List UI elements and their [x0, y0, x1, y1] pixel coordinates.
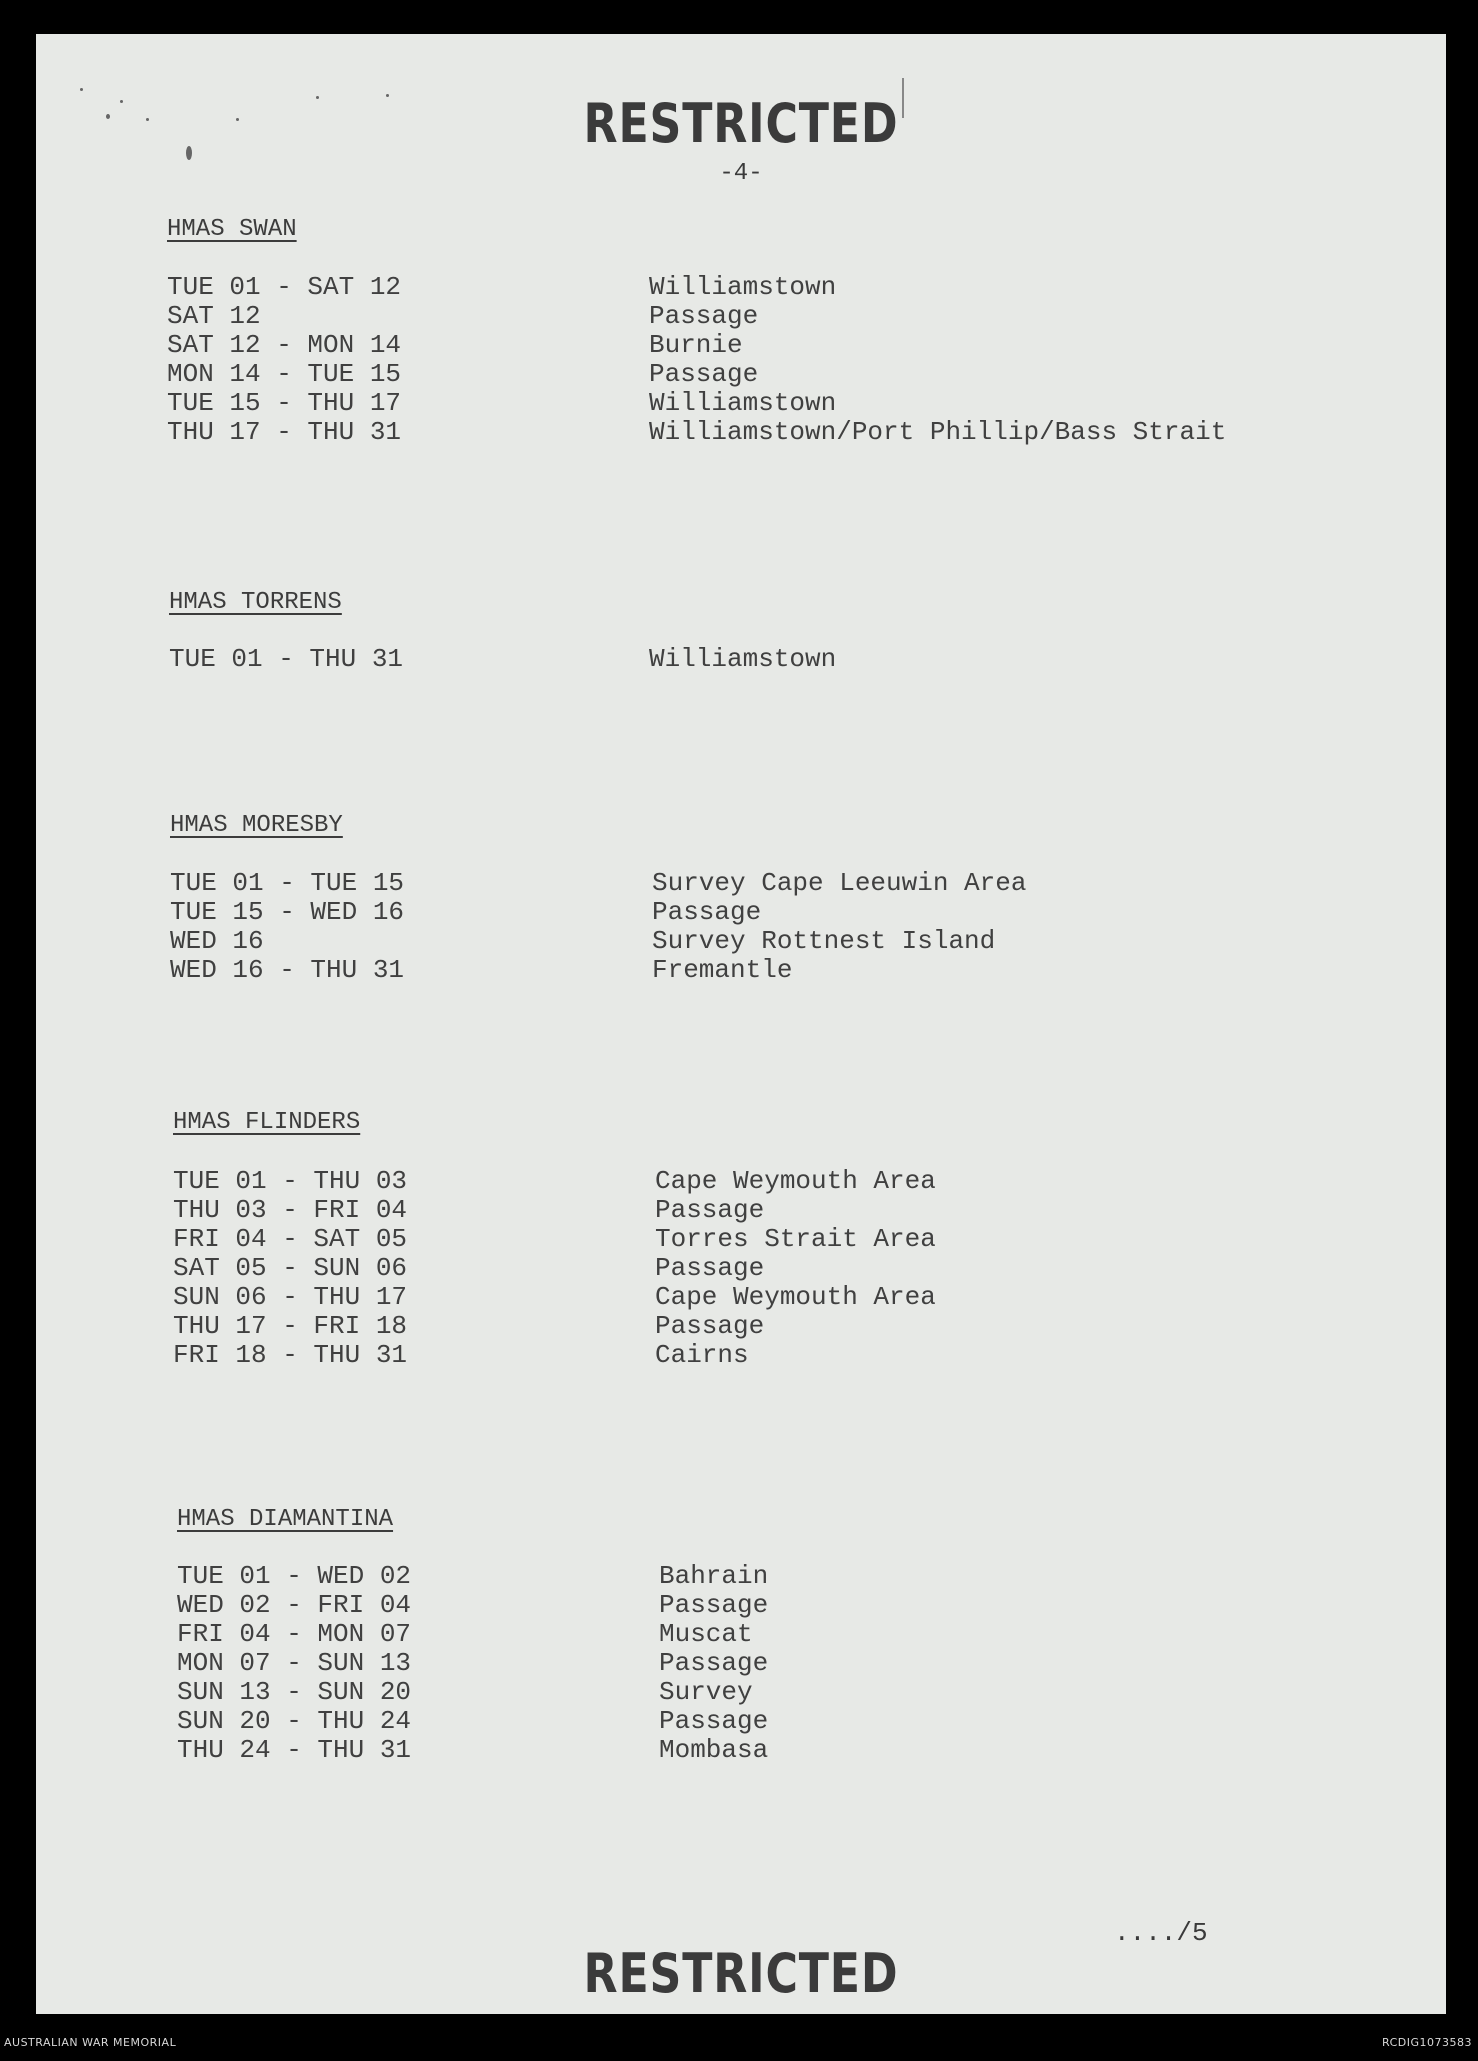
date-range: MON 14 - TUE 15 — [167, 359, 402, 389]
location: Passage — [649, 359, 759, 389]
date-range: WED 16 — [170, 926, 264, 956]
date-range: SUN 20 - THU 24 — [177, 1706, 412, 1736]
location: Burnie — [649, 330, 743, 360]
ship-name: HMAS TORRENS — [169, 589, 342, 616]
location: Passage — [655, 1253, 765, 1283]
location: Torres Strait Area — [655, 1224, 936, 1254]
date-range: SAT 05 - SUN 06 — [173, 1253, 408, 1283]
date-range: THU 17 - THU 31 — [167, 417, 402, 447]
date-range: FRI 04 - SAT 05 — [173, 1224, 408, 1254]
page-number: -4- — [719, 160, 763, 187]
location: Passage — [659, 1648, 769, 1678]
date-range: WED 16 - THU 31 — [170, 955, 405, 985]
date-range: SAT 12 - MON 14 — [167, 330, 402, 360]
location: Passage — [659, 1706, 769, 1736]
date-range: THU 24 - THU 31 — [177, 1735, 412, 1765]
date-range: FRI 04 - MON 07 — [177, 1619, 412, 1649]
location: Fremantle — [652, 955, 793, 985]
location: Survey Cape Leeuwin Area — [652, 868, 1027, 898]
ship-name: HMAS MORESBY — [170, 812, 343, 839]
catalogue-id: RCDIG1073583 — [1381, 2036, 1472, 2049]
restricted-stamp-top: RESTRICTED — [583, 92, 899, 155]
ship-name: HMAS DIAMANTINA — [177, 1506, 394, 1533]
document-page — [36, 34, 1446, 2014]
date-range: TUE 01 - WED 02 — [177, 1561, 412, 1591]
location: Passage — [655, 1311, 765, 1341]
location: Williamstown — [649, 272, 837, 302]
date-range: MON 07 - SUN 13 — [177, 1648, 412, 1678]
date-range: TUE 15 - WED 16 — [170, 897, 405, 927]
location: Williamstown — [649, 644, 837, 674]
date-range: TUE 01 - THU 31 — [169, 644, 404, 674]
location: Passage — [652, 897, 762, 927]
date-range: TUE 15 - THU 17 — [167, 388, 402, 418]
date-range: WED 02 - FRI 04 — [177, 1590, 412, 1620]
date-range: SUN 13 - SUN 20 — [177, 1677, 412, 1707]
continued-marker: ..../5 — [1114, 1918, 1208, 1948]
location: Mombasa — [659, 1735, 769, 1765]
date-range: FRI 18 - THU 31 — [173, 1340, 408, 1370]
date-range: SUN 06 - THU 17 — [173, 1282, 408, 1312]
location: Passage — [655, 1195, 765, 1225]
date-range: THU 03 - FRI 04 — [173, 1195, 408, 1225]
location: Passage — [659, 1590, 769, 1620]
date-range: TUE 01 - TUE 15 — [170, 868, 405, 898]
date-range: SAT 12 — [167, 301, 261, 331]
location: Survey Rottnest Island — [652, 926, 996, 956]
location: Cairns — [655, 1340, 749, 1370]
location: Survey — [659, 1677, 753, 1707]
ship-name: HMAS SWAN — [167, 216, 297, 243]
location: Williamstown/Port Phillip/Bass Strait — [649, 417, 1227, 447]
location: Muscat — [659, 1619, 753, 1649]
location: Cape Weymouth Area — [655, 1282, 936, 1312]
location: Williamstown — [649, 388, 837, 418]
archive-credit: AUSTRALIAN WAR MEMORIAL — [4, 2036, 177, 2049]
date-range: TUE 01 - SAT 12 — [167, 272, 402, 302]
location: Passage — [649, 301, 759, 331]
location: Bahrain — [659, 1561, 769, 1591]
date-range: THU 17 - FRI 18 — [173, 1311, 408, 1341]
date-range: TUE 01 - THU 03 — [173, 1166, 408, 1196]
location: Cape Weymouth Area — [655, 1166, 936, 1196]
restricted-stamp-bottom: RESTRICTED — [583, 1942, 899, 2005]
ship-name: HMAS FLINDERS — [173, 1109, 361, 1136]
